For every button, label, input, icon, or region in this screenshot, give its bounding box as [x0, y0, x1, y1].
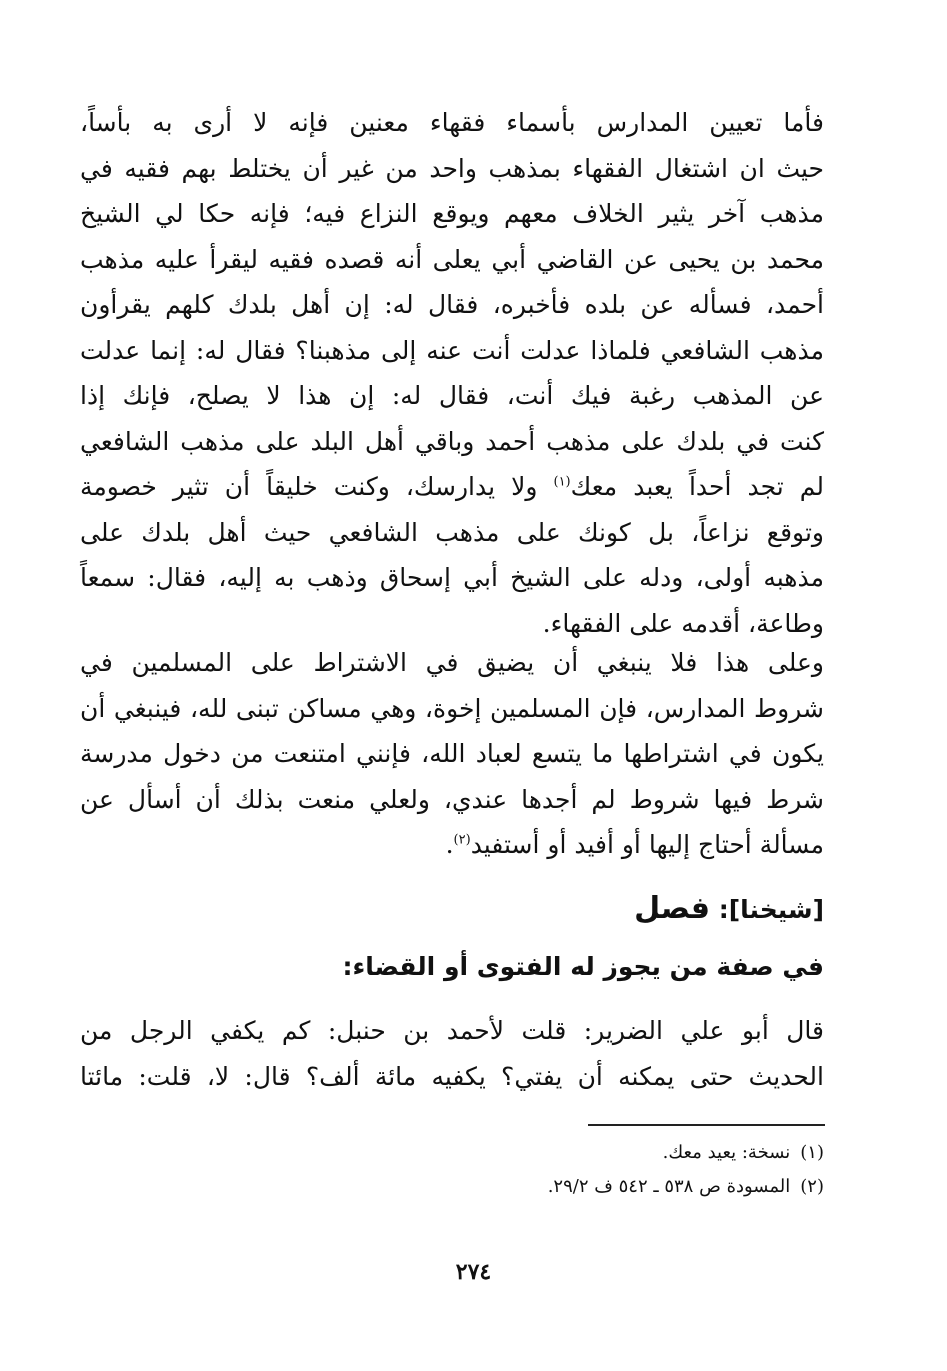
text-line: حيث ان اشتغال الفقهاء بمذهب واحد من غير أن يختلط بهم فقيه في	[80, 153, 824, 183]
text-line: وتوقع نزاعاً، بل كونك على مذهب الشافعي حيث أهل بلدك على	[80, 517, 824, 547]
text-line: شرط فيها شروط لم أجدها عندي، ولعلي منعت بذلك أن أسأل عن	[80, 784, 824, 814]
footnote-divider	[588, 1124, 825, 1126]
text-line: أحمد، فسأله عن بلده فأخبره، فقال له: إن أهل بلدك كلهم يقرأون	[80, 290, 824, 319]
section-subtitle: في صفة من يجوز له الفتوى أو القضاء:	[342, 952, 824, 981]
text-line: مذهب آخر يثير الخلاف معهم ويوقع النزاع فيه؛ فإنه حكا لي الشيخ	[80, 199, 824, 228]
footnote-marker-2[interactable]: (٢)	[453, 832, 471, 848]
footnote-marker-1[interactable]: (١)	[553, 474, 571, 490]
footnote-number: (٢)	[800, 1176, 824, 1197]
text-segment: ولا يدارسك، وكنت خليقاً أن تثير خصومة	[80, 472, 554, 501]
page-number: ٢٧٤	[455, 1259, 492, 1285]
paragraph-3	[80, 1008, 824, 1099]
text-line-with-footnote	[80, 822, 824, 868]
text-line-with-footnote	[80, 464, 824, 510]
text-line: وطاعة، أقدمه على الفقهاء.	[542, 608, 824, 638]
text-line: محمد بن يحيى عن القاضي أبي يعلى أنه قصده فقيه ليقرأ عليه مذهب	[80, 244, 824, 274]
text-line: كنت في بلدك على مذهب أحمد وباقي أهل البلد على مذهب الشافعي	[80, 426, 824, 456]
section-heading	[80, 884, 824, 934]
paragraph-1	[80, 100, 824, 646]
text-line: وعلى هذا فلا ينبغي أن يضيق في الاشتراط على المسلمين في	[80, 648, 824, 677]
text-segment: مسألة أحتاج إليها أو أفيد أو أستفيد	[470, 830, 824, 859]
text-line: يكون في اشتراطها ما يتسع لعباد الله، فإنني امتنعت من دخول مدرسة	[80, 739, 824, 768]
text-line: عن المذهب رغبة فيك أنت، فقال له: إن هذا لا يصلح، فإنك إذا	[80, 381, 824, 410]
text-line: الحديث حتى يمكنه أن يفتي؟ يكفيه مائة ألف؟ قال: لا، قلت: مائتا	[80, 1061, 824, 1091]
text-line: مذهب الشافعي فلماذا عدلت أنت عنه إلى مذهبنا؟ فقال له: إنما عدلت	[80, 335, 824, 365]
footnote-2	[300, 1170, 824, 1204]
paragraph-2	[80, 640, 824, 868]
footnotes	[300, 1136, 824, 1204]
text-segment: .	[445, 830, 454, 859]
footnote-text: المسودة ص ٥٣٨ ـ ٥٤٢ ف ٢٩/٢.	[547, 1176, 791, 1197]
heading-bracket: [شيخنا]:	[710, 895, 824, 924]
text-line: فأما تعيين المدارس بأسماء فقهاء معنين فإنه لا أرى به بأساً،	[80, 108, 824, 137]
footnote-text: نسخة: يعيد معك.	[662, 1142, 791, 1163]
text-segment: لم تجد أحداً يعبد معك	[570, 472, 824, 501]
footnote-number: (١)	[800, 1142, 824, 1163]
text-line: شروط المدارس، فإن المسلمين إخوة، وهي مساكن تبنى لله، فينبغي أن	[80, 693, 824, 723]
text-line: قال أبو علي الضرير: قلت لأحمد بن حنبل: كم يكفي الرجل من	[80, 1016, 824, 1045]
footnote-1	[300, 1136, 824, 1170]
heading-title: فصل	[634, 891, 711, 926]
text-line: مذهبه أولى، ودله على الشيخ أبي إسحاق وذهب به إليه، فقال: سمعاً	[80, 563, 824, 592]
